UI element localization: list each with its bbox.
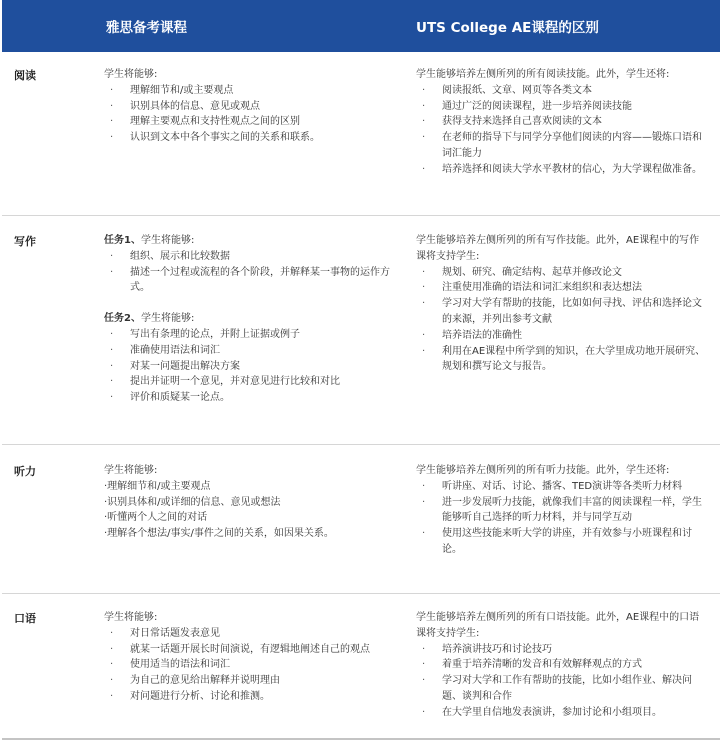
ielts-writing-cell [104, 233, 404, 406]
list-item: · 理解主要观点和支持性观点之间的区别 [104, 114, 404, 130]
intro-text: 学生能够培养左侧所列的所有听力技能。此外，学生还将: [416, 465, 670, 476]
comparison-table [2, 0, 720, 740]
header-ielts-course: 雅思备考课程 [106, 20, 187, 36]
intro-text: 学生将能够: [104, 465, 158, 476]
list-item: · 获得支持来选择自己喜欢阅读的文本 [416, 114, 708, 130]
row-listening [2, 445, 720, 594]
ielts-reading-cell [104, 67, 404, 146]
list-item: · 注重使用准确的语法和词汇来组织和表达想法 [416, 280, 708, 296]
list-item: · 写出有条理的论点，并附上证据或例子 [104, 327, 404, 343]
list-item: · 使用适当的语法和词汇 [104, 657, 404, 673]
intro-text: 学生将能够: [104, 69, 158, 80]
list-item: · 规划、研究、确定结构、起草并修改论文 [416, 265, 708, 281]
intro-text: 学生能够培养左侧所列的所有写作技能。此外，AE课程中的写作课将支持学生: [416, 235, 700, 262]
list-item: · 组织、展示和比较数据 [104, 249, 404, 265]
intro-text: 学生能够培养左侧所列的所有口语技能。此外，AE课程中的口语课将支持学生: [416, 612, 700, 639]
header-uts-ae-course: UTS College AE课程的区别 [416, 20, 599, 36]
row-writing [2, 216, 720, 445]
skill-list [416, 642, 708, 721]
category-label: 口语 [14, 612, 36, 625]
skill-list [416, 265, 708, 376]
list-item: · 培养选择和阅读大学水平教材的信心，为大学课程做准备。 [416, 162, 708, 178]
ielts-listening-cell [104, 463, 404, 542]
row-speaking [2, 594, 720, 740]
list-item: · 在大学里自信地发表演讲，参加讨论和小组项目。 [416, 705, 708, 721]
skill-list [104, 479, 404, 542]
ae-speaking-cell [416, 610, 708, 721]
list-item: · 描述一个过程或流程的各个阶段，并解释某一事物的运作方式。 [104, 265, 404, 297]
intro-text: 学生能够培养左侧所列的所有阅读技能。此外，学生还将: [416, 69, 670, 80]
skill-list [416, 83, 708, 178]
table-header [2, 0, 720, 52]
list-item: ·理解细节和/或主要观点 [104, 480, 211, 492]
list-item: · 使用这些技能来听大学的讲座，并有效参与小班课程和讨论。 [416, 526, 708, 558]
list-item: · 学习对大学有帮助的技能，比如如何寻找、评估和选择论文的来源，并列出参考文献 [416, 296, 708, 328]
list-item: · 在老师的指导下与同学分享他们阅读的内容——锻炼口语和词汇能力 [416, 130, 708, 162]
list-item: · 培养语法的准确性 [416, 328, 708, 344]
task2-intro-text: 学生将能够: [140, 313, 195, 325]
list-item: · 提出并证明一个意见，并对意见进行比较和对比 [104, 374, 404, 390]
skill-list [104, 249, 404, 296]
category-label: 听力 [14, 465, 36, 478]
list-item: · 对问题进行分析、讨论和推测。 [104, 689, 404, 705]
list-item: · 培养演讲技巧和讨论技巧 [416, 642, 708, 658]
task1-intro [104, 233, 404, 249]
list-item: · 通过广泛的阅读课程，进一步培养阅读技能 [416, 99, 708, 115]
list-item: ·听懂两个人之间的对话 [104, 512, 208, 524]
row-reading [2, 52, 720, 216]
list-item: · 就某一话题开展长时间演说，有逻辑地阐述自己的观点 [104, 642, 404, 658]
ielts-speaking-cell [104, 610, 404, 705]
list-item: · 准确使用语法和词汇 [104, 343, 404, 359]
intro-text: 学生将能够: [104, 612, 158, 623]
list-item: · 着重于培养清晰的发音和有效解释观点的方式 [416, 657, 708, 673]
ae-reading-cell [416, 67, 708, 178]
list-item: · 为自己的意见给出解释并说明理由 [104, 673, 404, 689]
list-item: · 阅读报纸、文章、网页等各类文本 [416, 83, 708, 99]
list-item: · 认识到文本中各个事实之间的关系和联系。 [104, 130, 404, 146]
list-item: · 听讲座、对话、讨论、播客、TED演讲等各类听力材料 [416, 479, 708, 495]
task1-title: 任务1、 [104, 235, 141, 246]
list-item: · 对日常话题发表意见 [104, 626, 404, 642]
task1-intro-text: 学生将能够: [140, 235, 195, 246]
category-label: 阅读 [14, 69, 36, 82]
skill-list [104, 327, 404, 406]
list-item: · 进一步发展听力技能，就像我们丰富的阅读课程一样，学生能够听自己选择的听力材料，并与同学互动 [416, 495, 708, 527]
skill-list [104, 83, 404, 146]
ae-writing-cell [416, 233, 708, 375]
list-item: · 利用在AE课程中所学到的知识，在大学里成功地开展研究、规划和撰写论文与报告。 [416, 344, 708, 376]
task2-title: 任务2、 [104, 313, 141, 325]
category-label: 写作 [14, 235, 36, 248]
list-item: · 学习对大学和工作有帮助的技能，比如小组作业、解决问题、谈判和合作 [416, 673, 708, 705]
ae-listening-cell [416, 463, 708, 558]
list-item: · 评价和质疑某一论点。 [104, 390, 404, 406]
list-item: · 理解细节和/或主要观点 [104, 83, 404, 99]
list-item: ·识别具体和/或详细的信息、意见或想法 [104, 496, 281, 508]
skill-list [416, 479, 708, 558]
task2-intro [104, 311, 404, 327]
list-item: · 识别具体的信息、意见或观点 [104, 99, 404, 115]
list-item: · 对某一问题提出解决方案 [104, 359, 404, 375]
list-item: ·理解各个想法/事实/事件之间的关系，如因果关系。 [104, 528, 334, 540]
skill-list [104, 626, 404, 705]
